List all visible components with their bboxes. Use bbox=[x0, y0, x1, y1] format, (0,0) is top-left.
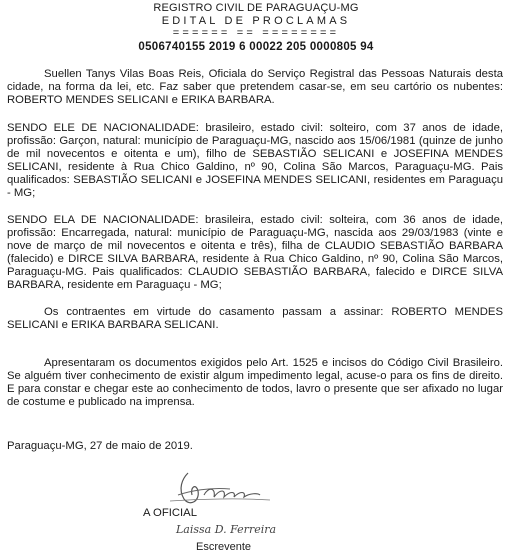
intro-paragraph: Suellen Tanys Vilas Boas Reis, Oficiala do Serviço Registral das Pessoas Naturais desta cidade, na forma da lei, etc. Faz saber que pretendem casar-se, em seu cartório os nubentes: ROBERTO MENDES SELICANI e ERIKA BARBARA. bbox=[7, 68, 503, 106]
signatory-name: Laissa D. Ferreira bbox=[176, 523, 277, 536]
document-header bbox=[0, 2, 512, 54]
official-label: A OFICIAL bbox=[143, 507, 197, 519]
documents-paragraph: Apresentaram os documentos exigidos pelo Art. 1525 e incisos do Código Civil Brasileiro. Se alguém tiver conhecimento de existir algum impedimento legal, acuse-o para os fins de direito. E para constar e chegar este ao conhecimento de todos, lavro o presente que ser afixado no lugar de costume e publicado na imprensa. bbox=[7, 357, 503, 408]
document-title: EDITAL DE PROCLAMAS bbox=[161, 15, 351, 27]
registry-code: 0506740155 2019 6 00022 205 0000805 94 bbox=[138, 41, 374, 53]
signature-block bbox=[0, 465, 512, 559]
registry-name: REGISTRO CIVIL DE PARAGUAÇU-MG bbox=[153, 2, 359, 14]
groom-paragraph: SENDO ELE DE NACIONALIDADE: brasileiro, estado civil: solteiro, com 37 anos de idade, profissão: Garçon, natural: município de Paraguaçu-MG, nascido aos 15/06/1981 (quinze de junho de mil novecentos e oitenta e um), filho de SEBASTIÃO SELICANI e JOSEFINA MENDES SELICANI, residente à Rua Chico Galdino, nº 90, Colina São Marcos, Paraguaçu-MG. Pais qualificados: SEBASTIÃO SELICANI e JOSEFINA MENDES SELICANI, residentes em Paraguaçu - MG; bbox=[7, 122, 503, 199]
bride-paragraph: SENDO ELA DE NACIONALIDADE: brasileira, estado civil: solteira, com 36 anos de idade, profissão: Encarregada, natural: município de Paraguaçu-MG, nascida aos 29/03/1983 (vinte e nove de março de mil novecentos e oitenta e três), filha de CLAUDIO SEBASTIÃO BARBARA (falecido) e DIRCE SILVA BARBARA, residente à Rua Chico Galdino, nº 90, Colina São Marcos, Paraguaçu-MG. Pais qualificados: CLAUDIO SEBASTIÃO BARBARA, falecido e DIRCE SILVA BARBARA, residente em Paraguaçu - MG; bbox=[7, 214, 503, 291]
signatory-title: Escrevente bbox=[196, 541, 252, 553]
title-underline: ====== == ======== bbox=[172, 27, 340, 39]
document-date: Paraguaçu-MG, 27 de maio de 2019. bbox=[7, 440, 193, 452]
signing-names-paragraph: Os contraentes em virtude do casamento passam a assinar: ROBERTO MENDES SELICANI e ERIKA BARBARA SELICANI. bbox=[7, 306, 503, 331]
